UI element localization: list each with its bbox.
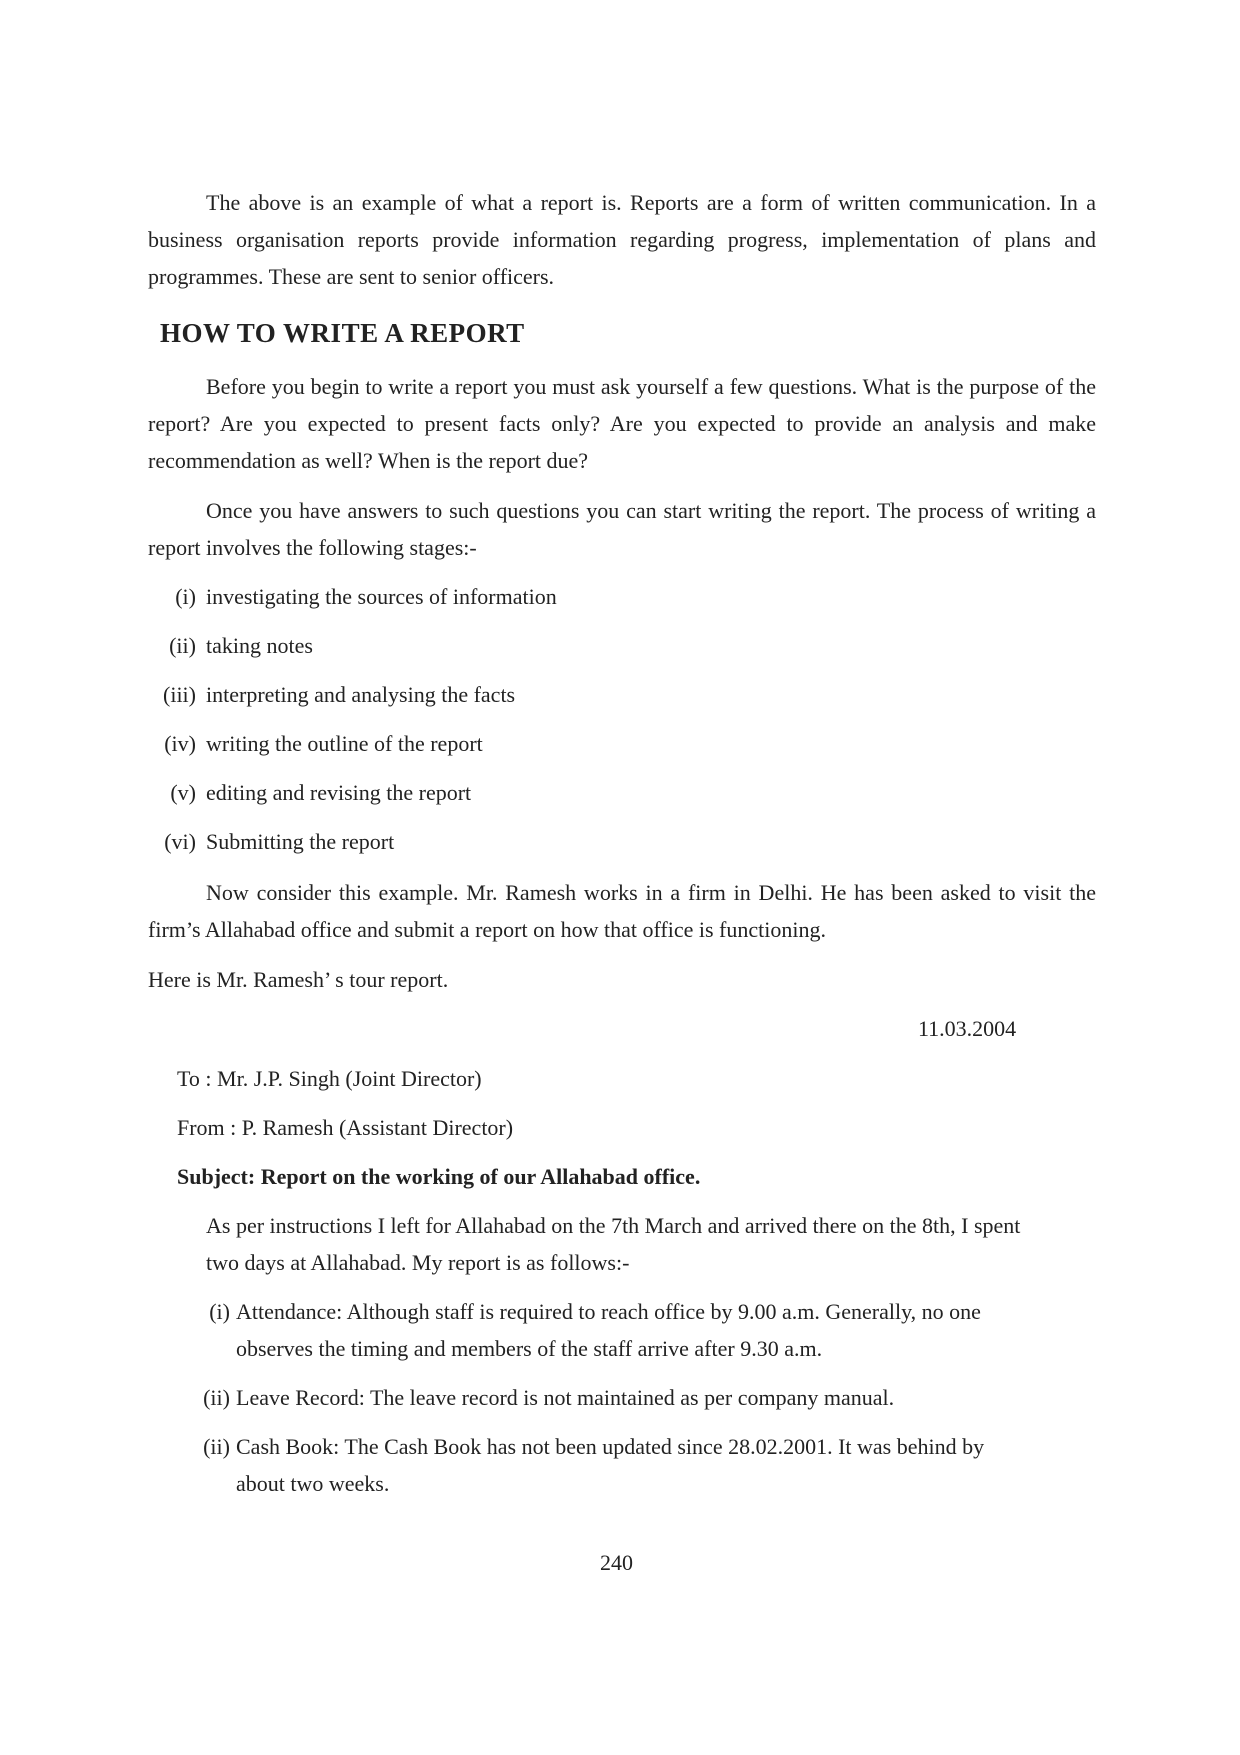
list-item [148, 578, 557, 627]
list-item-text: Leave Record: The leave record is not maintained as per company manual. [236, 1385, 895, 1410]
list-item-number: (v) [170, 780, 196, 805]
list-item [148, 627, 557, 676]
list-item [148, 725, 557, 774]
list-item-number: (ii) [203, 1385, 230, 1410]
list-item-number: (ii) [203, 1434, 230, 1459]
report-from: From : P. Ramesh (Assistant Director) [177, 1115, 514, 1140]
list-item-text: editing and revising the report [206, 780, 472, 805]
stages-intro-paragraph: Once you have answers to such questions you can start writing the report. The process of writing a report involves the following stages:- [148, 498, 1096, 560]
list-item-number: (i) [209, 1299, 230, 1324]
tour-report-intro: Here is Mr. Ramesh’ s tour report. [148, 967, 449, 992]
list-item-number: (vi) [164, 829, 196, 854]
page-number: 240 [600, 1550, 633, 1575]
report-subject: Subject: Report on the working of our Allahabad office. [177, 1164, 701, 1189]
list-item [148, 823, 557, 872]
list-item-number: (i) [175, 584, 196, 609]
example-paragraph: Now consider this example. Mr. Ramesh works in a firm in Delhi. He has been asked to visit the firm’s Allahabad office and submit a report on how that office is functioning. [148, 880, 1096, 942]
list-item [148, 676, 557, 725]
list-item [196, 1293, 1034, 1367]
list-item-number: (ii) [169, 633, 196, 658]
list-item [196, 1379, 1034, 1416]
list-item-number: (iv) [164, 731, 196, 756]
intro-paragraph: The above is an example of what a report is. Reports are a form of written communication. In a business organisation reports provide information regarding progress, implementation of plans and programmes. These are sent to senior officers. [148, 190, 1096, 289]
list-item-number: (iii) [163, 682, 196, 707]
questions-paragraph: Before you begin to write a report you must ask yourself a few questions. What is the purpose of the report? Are you expected to present facts only? Are you expected to provide an analysis and make recommendation as well? When is the report due? [148, 374, 1096, 473]
list-item [148, 774, 557, 823]
list-item-text: interpreting and analysing the facts [206, 682, 516, 707]
stages-list [148, 578, 557, 872]
report-body: As per instructions I left for Allahabad on the 7th March and arrived there on the 8th, I spent two days at Allahabad. My report is as follows:- [206, 1213, 1021, 1275]
list-item-text: Cash Book: The Cash Book has not been updated since 28.02.2001. It was behind by about two weeks. [236, 1434, 985, 1496]
list-item-text: Submitting the report [206, 829, 395, 854]
report-findings-list [196, 1293, 1034, 1514]
section-heading: HOW TO WRITE A REPORT [160, 318, 525, 348]
list-item [196, 1428, 1034, 1502]
list-item-text: Attendance: Although staff is required to reach office by 9.00 a.m. Generally, no one observes the timing and members of the staff arrive after 9.30 a.m. [236, 1299, 981, 1361]
list-item-text: investigating the sources of information [206, 584, 557, 609]
list-item-text: taking notes [206, 633, 313, 658]
report-date: 11.03.2004 [918, 1016, 1017, 1041]
list-item-text: writing the outline of the report [206, 731, 483, 756]
report-to: To : Mr. J.P. Singh (Joint Director) [177, 1066, 482, 1091]
